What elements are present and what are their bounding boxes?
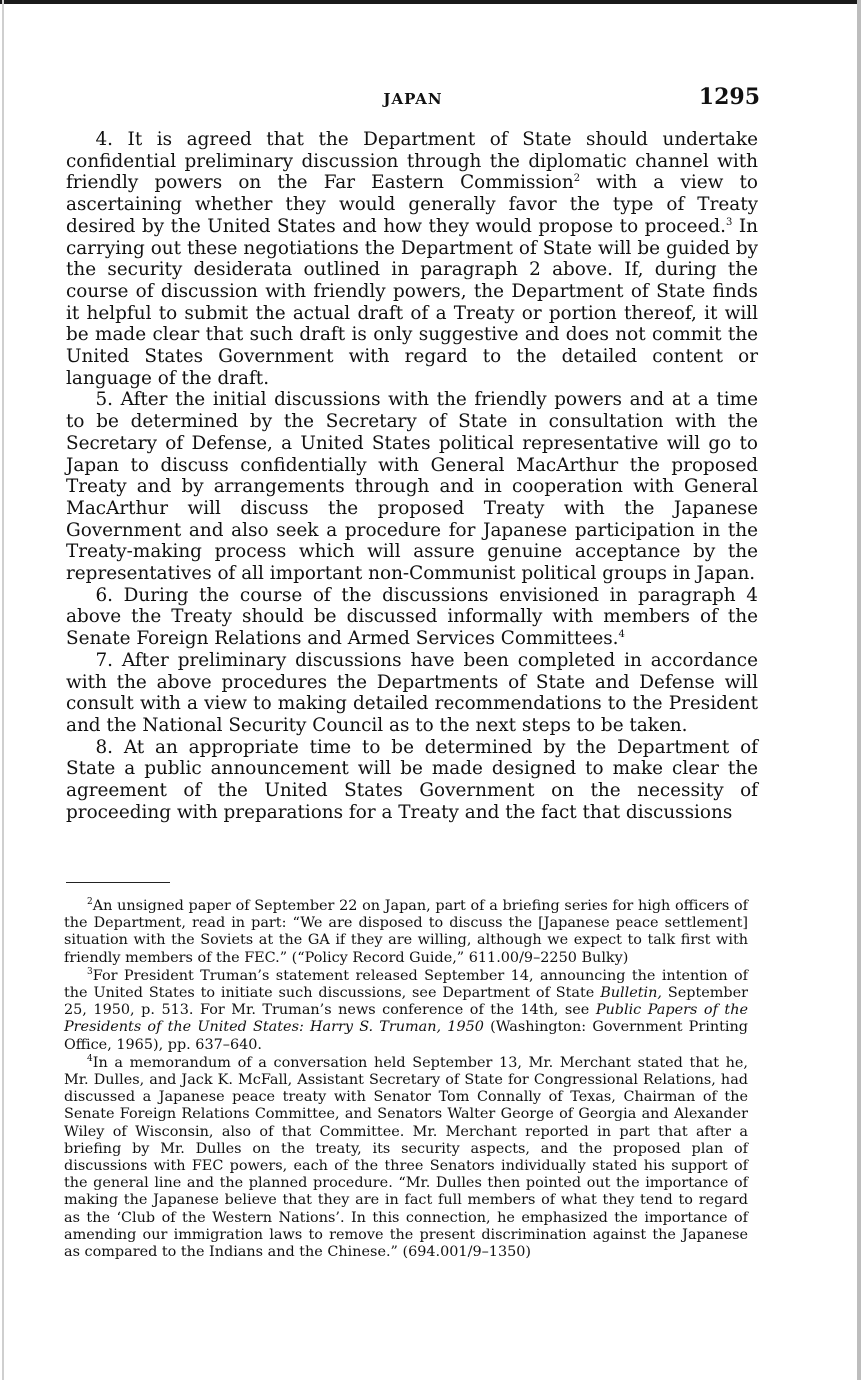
footnote-2-mark: 2	[87, 897, 93, 908]
footnote-3	[64, 968, 748, 1054]
footnotes	[64, 898, 748, 1262]
footnote-3-bulletin-title: Bulletin,	[600, 985, 662, 1002]
footnote-separator	[66, 882, 170, 883]
footnote-4-mark: 4	[87, 1054, 93, 1065]
page-header	[66, 84, 760, 116]
paragraph-6-text: 6. During the course of the discussions envisioned in paragraph 4 above the Treaty should be discussed informally with members of the Senate Foreign Relations and Armed Services Committees.	[66, 584, 758, 650]
footnote-ref-3: 3	[725, 216, 733, 228]
body-text	[66, 129, 758, 824]
paragraph-7: 7. After preliminary discussions have been completed in accordance with the above procedures the Departments of State and Defense will consult with a view to making detailed recommendations to the President and the National Security Council as to the next steps to be taken.	[66, 649, 758, 736]
footnote-3-part-e: (Washington: Government Printing Office, 1965), pp. 637–640.	[64, 1019, 748, 1053]
footnote-3-part-c: September 25, 1950, p. 513. For Mr. Truman’s news conference of the 14th, see	[64, 985, 748, 1019]
paragraph-6	[66, 585, 758, 650]
footnote-ref-4: 4	[618, 629, 625, 641]
paragraph-4	[66, 129, 758, 389]
footnote-4	[64, 1055, 748, 1261]
paragraph-4-part-c: In carrying out these negotiations the Department of State will be guided by the security desiderata outlined in paragraph 2 above. If, during the course of discussion with friendly powers, the Department of State finds it helpful to submit the actual draft of a Treaty or portion thereof, it will be made clear that such draft is only suggestive and does not commit the United States Government with regard to the detailed content or language of the draft.	[66, 215, 758, 389]
footnote-2	[64, 898, 748, 967]
page-left-edge	[2, 0, 4, 1380]
footnote-4-text: In a memorandum of a conversation held September 13, Mr. Merchant stated that he, Mr. Dulles, and Jack K. McFall, Assistant Secretary of State for Congressional Relations, had discussed a Japanese peace treaty with Senator Tom Connally of Texas, Chairman of the Senate Foreign Relations Committee, and Senators Walter George of Georgia and Alexander Wiley of Wisconsin, also of that Committee. Mr. Merchant reported in part that after a briefing by Mr. Dulles on the treaty, its security aspects, and the proposed plan of discussions with FEC powers, each of the three Senators individually stated his support of the general line and the planned procedure. “Mr. Dulles then pointed out the importance of making the Japanese believe that they are in fact full members of what they tend to regard as the ‘Club of the Western Nations’. In this connection, he emphasized the importance of amending our immigration laws to remove the present discrimination against the Japanese as compared to the Indians and the Chinese.” (694.001/9–1350)	[64, 1054, 748, 1261]
footnote-3-part-a: For President Truman’s statement released September 14, announcing the intention of the United States to initiate such discussions, see Department of State	[64, 967, 748, 1002]
paragraph-4-part-a: 4. It is agreed that the Department of State should undertake confidential preliminary discussion through the diplomatic channel with friendly powers on the Far Eastern Commission	[66, 129, 758, 194]
paragraph-4-part-b: with a view to ascertaining whether they would generally favor the type of Treaty desired by the United States and how they would propose to proceed.	[66, 172, 758, 237]
footnote-3-mark: 3	[87, 967, 93, 978]
footnote-ref-2: 2	[573, 173, 581, 185]
running-head: JAPAN	[383, 90, 443, 108]
page-right-edge	[857, 0, 861, 1380]
footnote-2-text: An unsigned paper of September 22 on Japan, part of a briefing series for high officers of the Department, read in part: “We are disposed to discuss the [Japanese peace settlement] situation with the Soviets at the GA if they are willing, although we expect to talk first with friendly members of the FEC.” (“Policy Record Guide,” 611.00/9–2250 Bulky)	[64, 898, 748, 966]
paragraph-5: 5. After the initial discussions with the friendly powers and at a time to be determined by the Secretary of State in consultation with the Secretary of Defense, a United States political representative will go to Japan to discuss confidentially with General MacArthur the proposed Treaty and by arrangements through and in cooperation with General MacArthur will discuss the proposed Treaty with the Japanese Government and also seek a procedure for Japanese participation in the Treaty-making process which will assure genuine acceptance by the representatives of all important non-Communist political groups in Japan.	[66, 389, 758, 585]
footnote-3-public-papers-title: Public Papers of the Presidents of the United States: Harry S. Truman, 1950	[64, 1002, 748, 1036]
page-top-border	[0, 0, 861, 4]
paragraph-8: 8. At an appropriate time to be determined by the Department of State a public announcement will be made designed to make clear the agreement of the United States Government on the necessity of proceeding with preparations for a Treaty and the fact that discussions	[66, 736, 758, 823]
page-number: 1295	[698, 84, 760, 110]
